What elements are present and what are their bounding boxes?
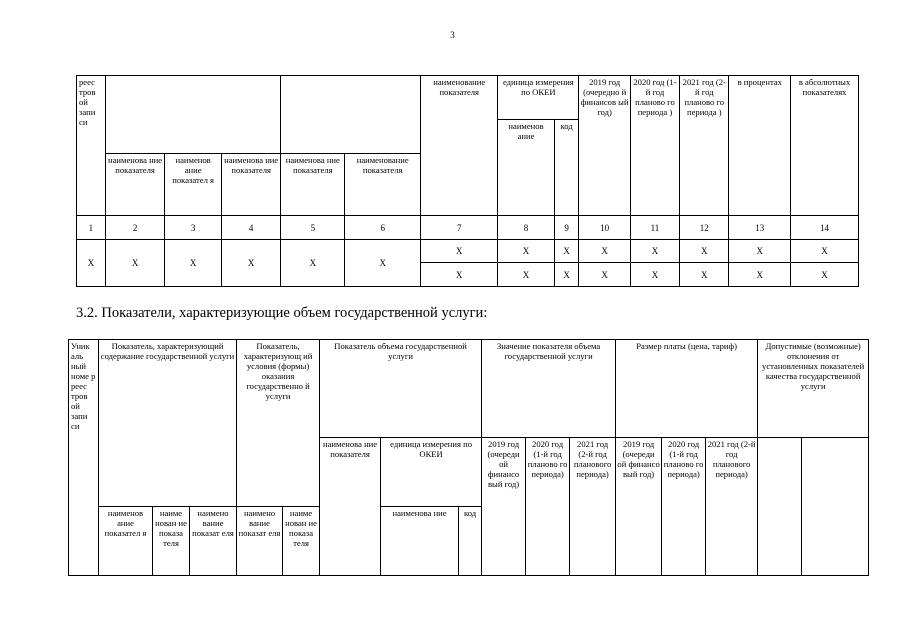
cell-x: Х <box>630 240 679 263</box>
cell-x: Х <box>791 240 859 263</box>
cell-x: Х <box>498 263 555 287</box>
column-number: 12 <box>680 216 729 240</box>
cell-x: Х <box>680 240 729 263</box>
deviation-absolute <box>802 438 869 576</box>
volume-unit-code: код <box>459 507 482 576</box>
column-number: 8 <box>498 216 555 240</box>
quality-indicators-table <box>76 75 859 287</box>
column-number: 6 <box>345 216 421 240</box>
cell-x: Х <box>579 240 630 263</box>
section-heading: 3.2. Показатели, характеризующие объем государственной услуги: <box>76 305 488 321</box>
volume-indicators-table <box>68 339 869 576</box>
column-number: 1 <box>77 216 106 240</box>
header-year-2021: 2021 год (2-й год планово го периода ) <box>680 76 729 216</box>
column-number: 11 <box>630 216 679 240</box>
column-number: 7 <box>421 216 498 240</box>
cell-x: Х <box>729 263 791 287</box>
header-volume-value: Значение показателя объема государственной услуги <box>482 340 616 438</box>
cell-x: Х <box>554 263 579 287</box>
subheader-indicator-name: наименова ние показателя <box>221 154 281 216</box>
value-year-2020: 2020 год (1-й год планово го периода) <box>526 438 570 576</box>
header-content-indicator: Показатель, характеризующий содержание государственной услуги <box>99 340 237 507</box>
header-allowed-deviation: Допустимые (возможные) отклонения от установленных показателей качества государственной услуги <box>758 340 869 438</box>
cell-x: Х <box>221 240 281 287</box>
subheader-indicator-name: наименова ние показателя <box>281 154 345 216</box>
conditions-subheader-name: наиме нован ие показа теля <box>283 507 320 576</box>
header-unit-code: код <box>554 120 579 216</box>
cell-x: Х <box>345 240 421 287</box>
header-volume-indicator: Показатель объема государственной услуги <box>320 340 482 438</box>
header-unit-okei: единица измерения по ОКЕИ <box>498 76 579 120</box>
column-number: 10 <box>579 216 630 240</box>
header-year-2019: 2019 год (очередно й финансов ый год) <box>579 76 630 216</box>
fee-year-2021: 2021 год (2-й год планового периода) <box>706 438 758 576</box>
header-unit-name: наименов ание <box>498 120 555 216</box>
value-year-2021: 2021 год (2-й год планового периода) <box>570 438 616 576</box>
page-number: 3 <box>450 30 455 40</box>
fee-year-2020: 2020 год (1-й год планово го периода) <box>662 438 706 576</box>
cell-x: Х <box>281 240 345 287</box>
volume-unit-name: наименова ние <box>381 507 459 576</box>
cell-x: Х <box>165 240 222 287</box>
cell-x: Х <box>554 240 579 263</box>
subheader-indicator-name: наименование показателя <box>345 154 421 216</box>
subheader-indicator-name: наименов ание показател я <box>165 154 222 216</box>
conditions-subheader-name: наимено вание показат еля <box>237 507 283 576</box>
header-fee-size: Размер платы (цена, тариф) <box>616 340 758 438</box>
header-conditions-group <box>281 76 421 154</box>
cell-x: Х <box>680 263 729 287</box>
content-subheader-name: наименов ание показател я <box>99 507 153 576</box>
column-number: 2 <box>105 216 165 240</box>
header-year-2020: 2020 год (1-й год планово го периода ) <box>630 76 679 216</box>
fee-year-2019: 2019 год (очереди ой финансо вый год) <box>616 438 662 576</box>
cell-x: Х <box>630 263 679 287</box>
cell-x: Х <box>105 240 165 287</box>
column-number: 5 <box>281 216 345 240</box>
subheader-indicator-name: наименова ние показателя <box>105 154 165 216</box>
column-number: 9 <box>554 216 579 240</box>
cell-x: Х <box>498 240 555 263</box>
cell-x: Х <box>77 240 106 287</box>
cell-x: Х <box>579 263 630 287</box>
column-number: 4 <box>221 216 281 240</box>
header-conditions-indicator: Показатель, характеризующ ий условия (формы) оказания государственно й услуги <box>237 340 320 507</box>
volume-unit-okei: единица измерения по ОКЕИ <box>381 438 482 507</box>
header-absolute: в абсолютных показателях <box>791 76 859 216</box>
column-number: 13 <box>729 216 791 240</box>
cell-x: Х <box>421 263 498 287</box>
header-registry-number: реес тров ой запи си <box>77 76 106 216</box>
cell-x: Х <box>791 263 859 287</box>
header-unique-registry-number: Уник аль ный номе р реес тров ой запи си <box>69 340 99 576</box>
cell-x: Х <box>729 240 791 263</box>
header-percent: в процентах <box>729 76 791 216</box>
header-indicator-name: наименование показателя <box>421 76 498 216</box>
content-subheader-name: наиме нован ие показа теля <box>153 507 190 576</box>
value-year-2019: 2019 год (очереди ой финансо вый год) <box>482 438 526 576</box>
content-subheader-name: наимено вание показат еля <box>190 507 237 576</box>
cell-x: Х <box>421 240 498 263</box>
column-number: 3 <box>165 216 222 240</box>
deviation-percent <box>758 438 802 576</box>
volume-indicator-name: наименова ние показателя <box>320 438 381 576</box>
column-number: 14 <box>791 216 859 240</box>
header-content-group <box>105 76 281 154</box>
